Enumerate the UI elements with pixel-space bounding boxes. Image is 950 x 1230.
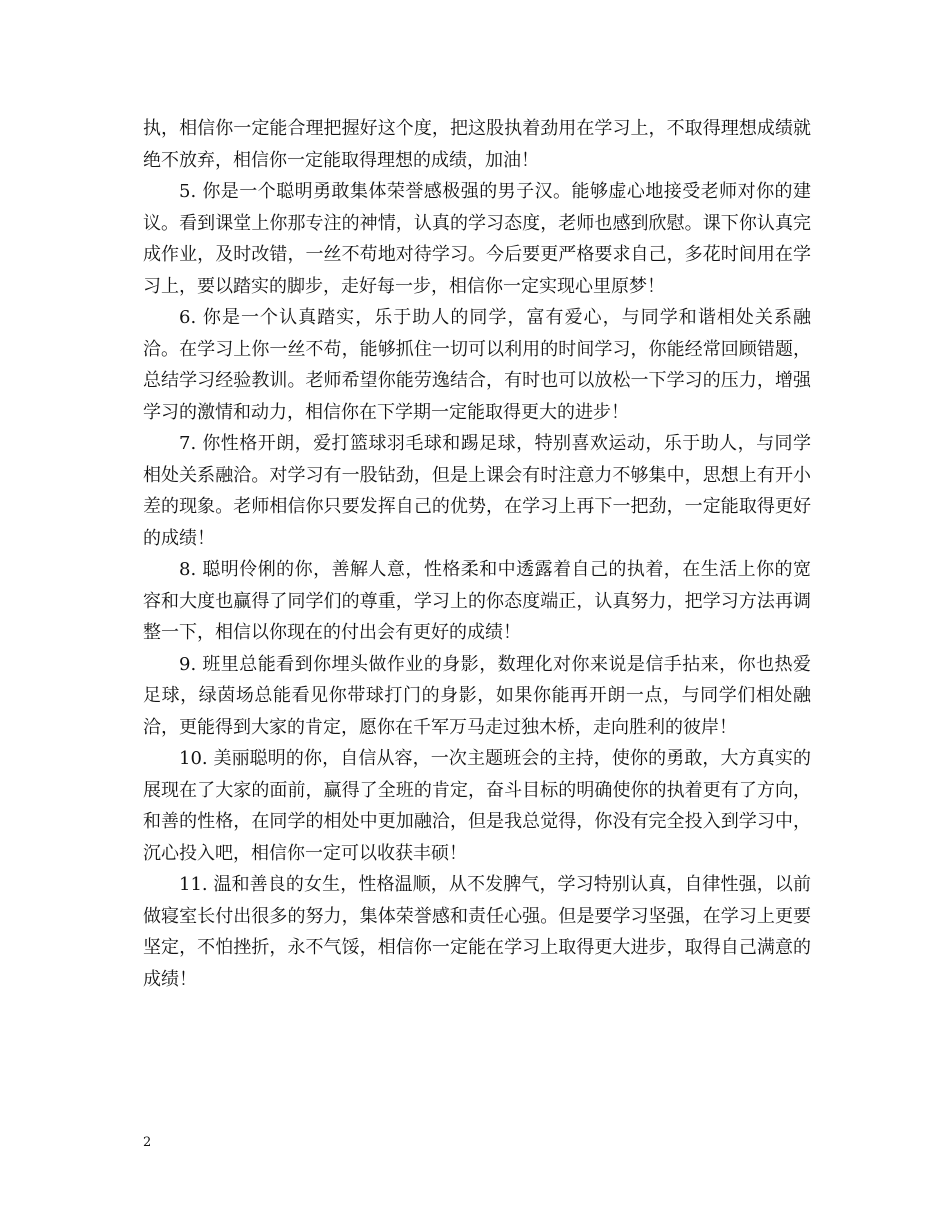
paragraph-continuation: 执，相信你一定能合理把握好这个度，把这股执着劲用在学习上，不取得理想成绩就绝不放弃，相信你一定能取得理想的成绩，加油！	[143, 118, 811, 171]
page-number: 2	[143, 1135, 152, 1150]
document-body	[143, 113, 811, 995]
paragraph-item-6: 6. 你是一个认真踏实，乐于助人的同学，富有爱心，与同学和谐相处关系融洽。在学习上你一丝不苟，能够抓住一切可以利用的时间学习，你能经常回顾错题，总结学习经验教训。老师希望你能劳逸结合，有时也可以放松一下学习的压力，增强学习的激情和动力，相信你在下学期一定能取得更大的进步！	[143, 307, 811, 423]
paragraph-item-10: 10. 美丽聪明的你，自信从容，一次主题班会的主持，使你的勇敢，大方真实的展现在了大家的面前，赢得了全班的肯定，奋斗目标的明确使你的执着更有了方向，和善的性格，在同学的相处中更加融洽，但是我总觉得，你没有完全投入到学习中，沉心投入吧，相信你一定可以收获丰硕！	[143, 748, 811, 864]
paragraph-item-11: 11. 温和善良的女生，性格温顺，从不发脾气，学习特别认真，自律性强，以前做寝室长付出很多的努力，集体荣誉感和责任心强。但是要学习坚强，在学习上更要坚定，不怕挫折，永不气馁，相信你一定能在学习上取得更大进步，取得自己满意的成绩！	[143, 874, 811, 990]
paragraph-item-9: 9. 班里总能看到你埋头做作业的身影，数理化对你来说是信手拈来，你也热爱足球，绿茵场总能看见你带球打门的身影，如果你能再开朗一点，与同学们相处融洽，更能得到大家的肯定，愿你在千军万马走过独木桥，走向胜利的彼岸！	[143, 653, 811, 738]
paragraph-item-5: 5. 你是一个聪明勇敢集体荣誉感极强的男子汉。能够虚心地接受老师对你的建议。看到课堂上你那专注的神情，认真的学习态度，老师也感到欣慰。课下你认真完成作业，及时改错，一丝不苟地对待学习。今后要更严格要求自己，多花时间用在学习上，要以踏实的脚步，走好每一步，相信你一定实现心里原梦！	[143, 181, 811, 297]
paragraph-item-8: 8. 聪明伶俐的你，善解人意，性格柔和中透露着自己的执着，在生活上你的宽容和大度也赢得了同学们的尊重，学习上的你态度端正，认真努力，把学习方法再调整一下，相信以你现在的付出会有更好的成绩！	[143, 559, 811, 643]
paragraph-item-7: 7. 你性格开朗，爱打篮球羽毛球和踢足球，特别喜欢运动，乐于助人，与同学相处关系融洽。对学习有一股钻劲，但是上课会有时注意力不够集中，思想上有开小差的现象。老师相信你只要发挥自己的优势，在学习上再下一把劲，一定能取得更好的成绩！	[143, 433, 811, 549]
